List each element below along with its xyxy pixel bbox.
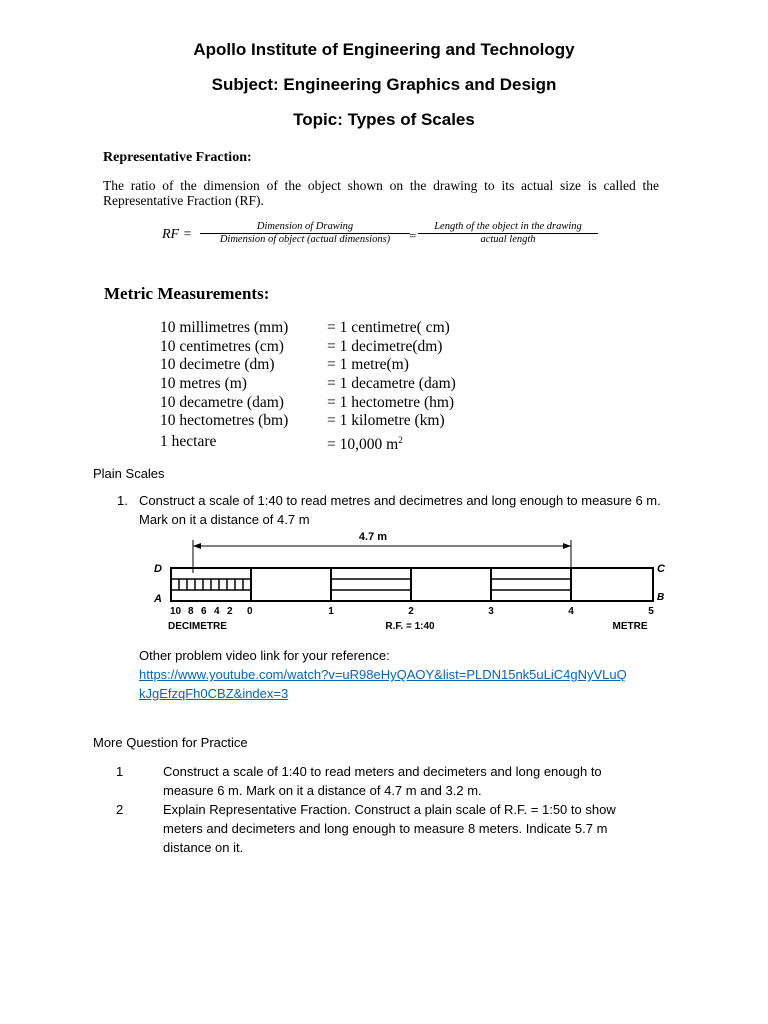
- plain-scales-heading: Plain Scales: [93, 466, 165, 481]
- question-line: measure 6 m. Mark on it a distance of 4.7 m and 3.2 m.: [163, 783, 482, 798]
- metric-heading: Metric Measurements:: [104, 284, 270, 303]
- decimetre-tick-label: 4: [214, 606, 220, 617]
- question-text: [163, 800, 616, 857]
- video-reference-text: Other problem video link for your reference:: [139, 648, 390, 663]
- metric-row: [160, 338, 456, 357]
- metric-left: 10 millimetres (mm): [160, 319, 289, 337]
- metric-right: = 1 centimetre( cm): [327, 319, 450, 337]
- rf-fraction-1-denominator: Dimension of object (actual dimensions): [219, 234, 391, 245]
- metric-right: = 1 decimetre(dm): [327, 337, 443, 355]
- metric-right: = 1 kilometre (km): [327, 412, 445, 430]
- rf-fraction-2-numerator: Length of the object in the drawing: [418, 221, 598, 234]
- topic-title: Topic: Types of Scales: [293, 110, 475, 129]
- metric-left: 10 hectometres (bm): [160, 412, 289, 430]
- dim-arrow-left: [193, 543, 201, 549]
- decimetre-tick-label: 6: [201, 606, 207, 617]
- question-number: 1: [116, 764, 124, 779]
- plain-item-line-2: Mark on it a distance of 4.7 m: [139, 512, 310, 527]
- decimetre-caption: DECIMETRE: [168, 621, 227, 632]
- video-link-line-2[interactable]: kJgEfzqFh0CBZ&index=3: [139, 686, 289, 701]
- corner-c: C: [657, 563, 665, 575]
- metric-right: [327, 431, 456, 454]
- rf-fraction-2: [418, 221, 598, 245]
- question-line: Explain Representative Fraction. Construct a plain scale of R.F. = 1:50 to show: [163, 802, 616, 817]
- hectare-value: = 10,000 m: [327, 435, 399, 453]
- metre-tick-label: 3: [488, 606, 494, 617]
- rf-fraction-2-denominator: actual length: [480, 234, 536, 245]
- institute-title: Apollo Institute of Engineering and Technology: [193, 40, 575, 59]
- dim-arrow-right: [563, 543, 571, 549]
- metric-left: 10 decametre (dam): [160, 393, 284, 411]
- rf-lhs: RF =: [162, 227, 193, 242]
- metric-row: [160, 319, 456, 338]
- plain-item-line-1: Construct a scale of 1:40 to read metres and decimetres and long enough to measure 6 m.: [139, 493, 661, 508]
- metric-right: = 1 decametre (dam): [327, 375, 456, 393]
- decimetre-tick-label: 8: [188, 606, 194, 617]
- decimetre-tick-label: 0: [247, 606, 253, 617]
- decimetre-tick-label: 10: [170, 606, 182, 617]
- metre-caption: METRE: [612, 621, 648, 632]
- dim-label: 4.7 m: [358, 531, 388, 543]
- rf-equals: =: [409, 228, 417, 243]
- subject-title: Subject: Engineering Graphics and Design: [211, 75, 557, 94]
- metre-tick-label: 4: [568, 606, 574, 617]
- rf-fraction-1-numerator: Dimension of Drawing: [200, 221, 410, 234]
- corner-a: A: [154, 593, 162, 605]
- question-line: distance on it.: [163, 840, 244, 855]
- rf-definition: The ratio of the dimension of the object shown on the drawing to its actual size is called the Representative Fraction (RF).: [103, 178, 659, 208]
- metric-row: [160, 431, 456, 454]
- metric-row: [160, 375, 456, 394]
- corner-b: B: [657, 592, 665, 603]
- metric-left: 10 metres (m): [160, 375, 247, 393]
- plain-item-number: 1.: [117, 493, 128, 508]
- practice-heading: More Question for Practice: [93, 735, 248, 750]
- rf-heading: Representative Fraction:: [103, 150, 252, 165]
- decimetre-tick-label: 2: [227, 606, 233, 617]
- metric-left: 1 hectare: [160, 433, 217, 451]
- metric-row: [160, 393, 456, 412]
- rf-caption: R.F. = 1:40: [385, 621, 435, 632]
- question-line: meters and decimeters and long enough to measure 8 meters. Indicate 5.7 m: [163, 821, 608, 836]
- plain-scale-diagram: [148, 528, 674, 638]
- corner-d: D: [154, 563, 162, 575]
- metric-table: [160, 319, 456, 454]
- video-link-line-1[interactable]: https://www.youtube.com/watch?v=uR98eHyQAOY&list=PLDN15nk5uLiC4gNyVLuQ: [139, 667, 627, 682]
- metric-row: [160, 412, 456, 431]
- question-number: 2: [116, 802, 124, 817]
- decimetre-subdivisions: [179, 579, 243, 590]
- metre-tick-label: 2: [408, 606, 414, 617]
- question-text: [163, 762, 602, 800]
- metric-left: 10 centimetres (cm): [160, 337, 284, 355]
- metric-left: 10 decimetre (dm): [160, 356, 275, 374]
- metre-tick-label: 1: [328, 606, 334, 617]
- question-line: Construct a scale of 1:40 to read meters and decimeters and long enough to: [163, 764, 602, 779]
- rf-fraction-1: [200, 221, 410, 245]
- metric-right: = 1 metre(m): [327, 356, 409, 374]
- metre-tick-label: 5: [648, 606, 654, 617]
- squared-superscript: 2: [398, 434, 403, 445]
- metric-row: [160, 356, 456, 375]
- metric-right: = 1 hectometre (hm): [327, 393, 455, 411]
